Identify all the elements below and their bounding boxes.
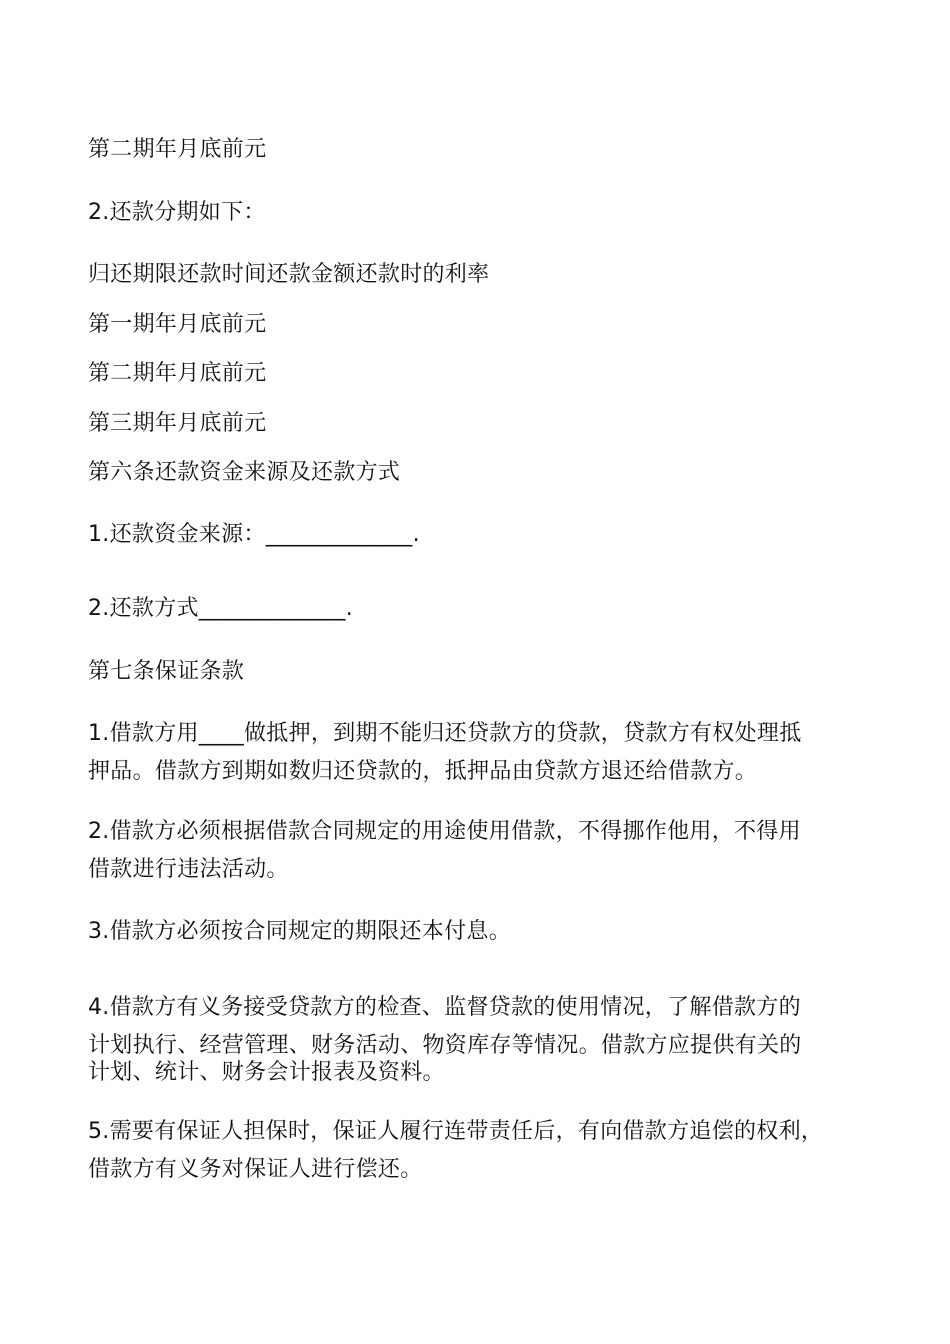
text-line: 2.借款方必须根据借款合同规定的用途使用借款，不得挪作他用，不得用: [88, 819, 801, 844]
text-line: 5.需要有保证人担保时，保证人履行连带责任后，有向借款方追偿的权利，: [88, 1119, 824, 1144]
section-heading: 第七条保证条款: [88, 659, 245, 684]
text-line: 2.还款方式_____________.: [88, 596, 353, 621]
text-line: 1.借款方用____做抵押，到期不能归还贷款方的贷款，贷款方有权处理抵: [88, 721, 802, 746]
text-line: 4.借款方有义务接受贷款方的检查、监督贷款的使用情况，了解借款方的: [88, 995, 801, 1020]
text-line: 借款进行违法活动。: [88, 857, 289, 882]
text-line: 押品。借款方到期如数归还贷款的，抵押品由贷款方退还给借款方。: [88, 759, 758, 784]
text-line: 计划、统计、财务会计报表及资料。: [88, 1060, 445, 1085]
text-line: 1.还款资金来源：_____________.: [88, 522, 420, 547]
text-line: 2.还款分期如下：: [88, 200, 266, 225]
text-line: 归还期限还款时间还款金额还款时的利率: [88, 262, 490, 287]
text-line: 第三期年月底前元: [88, 411, 267, 436]
text-line: 计划执行、经营管理、财务活动、物资库存等情况。借款方应提供有关的: [88, 1033, 802, 1058]
text-line: 第二期年月底前元: [88, 361, 267, 386]
text-line: 3.借款方必须按合同规定的期限还本付息。: [88, 919, 511, 944]
text-line: 第一期年月底前元: [88, 312, 267, 337]
text-line: 第二期年月底前元: [88, 137, 267, 162]
section-heading: 第六条还款资金来源及还款方式: [88, 460, 401, 485]
text-line: 借款方有义务对保证人进行偿还。: [88, 1157, 423, 1182]
